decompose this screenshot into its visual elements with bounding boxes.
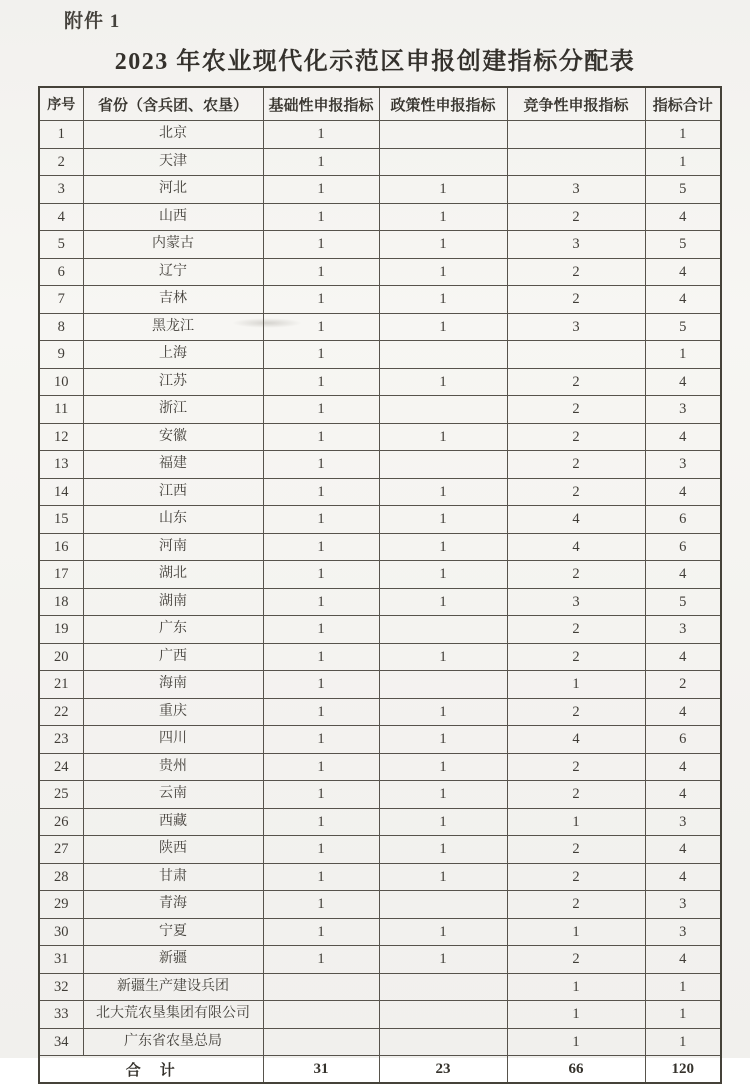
cell-serial: 13	[39, 451, 83, 479]
table-row	[39, 231, 721, 259]
table-row	[39, 203, 721, 231]
cell-competitive: 4	[507, 533, 645, 561]
cell-competitive: 2	[507, 561, 645, 589]
cell-competitive: 2	[507, 368, 645, 396]
table-row	[39, 396, 721, 424]
cell-policy: 1	[379, 286, 507, 314]
cell-serial: 6	[39, 258, 83, 286]
table-row	[39, 478, 721, 506]
cell-province: 福建	[83, 451, 263, 479]
table-row	[39, 616, 721, 644]
cell-total: 3	[645, 808, 721, 836]
cell-competitive: 2	[507, 203, 645, 231]
cell-policy: 1	[379, 698, 507, 726]
table-row	[39, 286, 721, 314]
table-row	[39, 781, 721, 809]
page-title: 2023 年农业现代化示范区申报创建指标分配表	[114, 49, 636, 75]
cell-serial: 33	[39, 1001, 83, 1029]
cell-serial: 23	[39, 726, 83, 754]
cell-basic: 1	[263, 808, 379, 836]
cell-competitive: 1	[507, 671, 645, 699]
cell-total: 3	[645, 918, 721, 946]
cell-province: 广东	[83, 616, 263, 644]
cell-serial: 26	[39, 808, 83, 836]
cell-province: 湖北	[83, 561, 263, 589]
cell-serial: 15	[39, 506, 83, 534]
column-header-competitive: 竞争性申报指标	[507, 87, 645, 121]
cell-basic: 1	[263, 643, 379, 671]
cell-total: 4	[645, 753, 721, 781]
cell-policy	[379, 891, 507, 919]
cell-total: 1	[645, 148, 721, 176]
column-header-serial: 序号	[39, 87, 83, 121]
cell-province: 青海	[83, 891, 263, 919]
table-row	[39, 533, 721, 561]
cell-serial: 4	[39, 203, 83, 231]
cell-basic	[263, 973, 379, 1001]
cell-policy	[379, 341, 507, 369]
cell-basic: 1	[263, 423, 379, 451]
table-row	[39, 176, 721, 204]
cell-basic: 1	[263, 203, 379, 231]
table-row	[39, 1028, 721, 1056]
cell-basic: 1	[263, 561, 379, 589]
cell-total: 5	[645, 231, 721, 259]
cell-policy: 1	[379, 423, 507, 451]
cell-policy: 1	[379, 946, 507, 974]
cell-policy: 1	[379, 863, 507, 891]
cell-basic: 1	[263, 671, 379, 699]
cell-basic: 1	[263, 836, 379, 864]
cell-policy: 1	[379, 561, 507, 589]
cell-policy: 1	[379, 203, 507, 231]
cell-province: 广西	[83, 643, 263, 671]
column-header-basic: 基础性申报指标	[263, 87, 379, 121]
cell-competitive: 3	[507, 231, 645, 259]
cell-basic: 1	[263, 368, 379, 396]
cell-total: 4	[645, 203, 721, 231]
table-row	[39, 451, 721, 479]
table-row	[39, 588, 721, 616]
cell-serial: 17	[39, 561, 83, 589]
table-row	[39, 698, 721, 726]
cell-serial: 18	[39, 588, 83, 616]
allocation-table	[38, 86, 722, 1084]
cell-policy	[379, 121, 507, 149]
cell-policy: 1	[379, 836, 507, 864]
cell-province: 上海	[83, 341, 263, 369]
cell-competitive	[507, 148, 645, 176]
cell-policy	[379, 396, 507, 424]
cell-total: 4	[645, 698, 721, 726]
cell-total: 4	[645, 286, 721, 314]
cell-serial: 10	[39, 368, 83, 396]
cell-basic: 1	[263, 533, 379, 561]
cell-competitive: 2	[507, 891, 645, 919]
cell-total: 4	[645, 781, 721, 809]
table-row	[39, 561, 721, 589]
cell-serial: 20	[39, 643, 83, 671]
cell-total: 3	[645, 451, 721, 479]
cell-province: 云南	[83, 781, 263, 809]
cell-total: 6	[645, 506, 721, 534]
cell-province: 河北	[83, 176, 263, 204]
cell-serial: 3	[39, 176, 83, 204]
cell-competitive: 3	[507, 176, 645, 204]
cell-basic: 1	[263, 863, 379, 891]
table-row	[39, 148, 721, 176]
cell-total: 6	[645, 726, 721, 754]
cell-competitive: 2	[507, 286, 645, 314]
cell-competitive: 1	[507, 1001, 645, 1029]
cell-basic: 1	[263, 616, 379, 644]
cell-basic: 1	[263, 258, 379, 286]
cell-competitive: 2	[507, 836, 645, 864]
table-row	[39, 258, 721, 286]
total-policy: 23	[379, 1056, 507, 1084]
cell-province: 北京	[83, 121, 263, 149]
cell-competitive: 4	[507, 506, 645, 534]
cell-province: 吉林	[83, 286, 263, 314]
cell-total: 4	[645, 561, 721, 589]
cell-competitive: 2	[507, 946, 645, 974]
cell-province: 江苏	[83, 368, 263, 396]
cell-province: 山东	[83, 506, 263, 534]
cell-total: 3	[645, 616, 721, 644]
cell-serial: 25	[39, 781, 83, 809]
cell-competitive: 2	[507, 753, 645, 781]
cell-basic: 1	[263, 506, 379, 534]
cell-basic: 1	[263, 946, 379, 974]
total-overall: 120	[645, 1056, 721, 1084]
cell-policy	[379, 451, 507, 479]
cell-province: 河南	[83, 533, 263, 561]
cell-basic: 1	[263, 313, 379, 341]
cell-competitive: 2	[507, 258, 645, 286]
cell-policy: 1	[379, 533, 507, 561]
cell-total: 1	[645, 121, 721, 149]
cell-serial: 29	[39, 891, 83, 919]
total-basic: 31	[263, 1056, 379, 1084]
cell-province: 北大荒农垦集团有限公司	[83, 1001, 263, 1029]
cell-basic: 1	[263, 698, 379, 726]
cell-competitive: 2	[507, 423, 645, 451]
cell-policy: 1	[379, 588, 507, 616]
cell-serial: 7	[39, 286, 83, 314]
cell-serial: 19	[39, 616, 83, 644]
cell-policy: 1	[379, 753, 507, 781]
cell-total: 2	[645, 671, 721, 699]
table-row	[39, 973, 721, 1001]
table-row	[39, 891, 721, 919]
cell-competitive: 4	[507, 726, 645, 754]
cell-total: 1	[645, 973, 721, 1001]
cell-basic: 1	[263, 451, 379, 479]
cell-total: 4	[645, 258, 721, 286]
cell-competitive: 2	[507, 863, 645, 891]
cell-total: 1	[645, 1028, 721, 1056]
cell-competitive: 3	[507, 588, 645, 616]
cell-province: 四川	[83, 726, 263, 754]
cell-serial: 12	[39, 423, 83, 451]
table-row	[39, 643, 721, 671]
cell-province: 陕西	[83, 836, 263, 864]
cell-province: 贵州	[83, 753, 263, 781]
cell-serial: 22	[39, 698, 83, 726]
cell-policy: 1	[379, 313, 507, 341]
total-competitive: 66	[507, 1056, 645, 1084]
cell-basic	[263, 1001, 379, 1029]
cell-competitive: 2	[507, 478, 645, 506]
cell-total: 1	[645, 1001, 721, 1029]
cell-province: 甘肃	[83, 863, 263, 891]
cell-total: 1	[645, 341, 721, 369]
cell-basic: 1	[263, 341, 379, 369]
cell-total: 4	[645, 643, 721, 671]
table-row	[39, 121, 721, 149]
cell-basic: 1	[263, 918, 379, 946]
table-row	[39, 808, 721, 836]
cell-serial: 31	[39, 946, 83, 974]
cell-basic: 1	[263, 781, 379, 809]
table-row	[39, 863, 721, 891]
cell-province: 重庆	[83, 698, 263, 726]
cell-basic: 1	[263, 396, 379, 424]
cell-province: 山西	[83, 203, 263, 231]
column-header-province: 省份（含兵团、农垦）	[83, 87, 263, 121]
table-row	[39, 918, 721, 946]
cell-province: 天津	[83, 148, 263, 176]
cell-province: 辽宁	[83, 258, 263, 286]
cell-competitive: 1	[507, 808, 645, 836]
cell-basic: 1	[263, 753, 379, 781]
column-header-total: 指标合计	[645, 87, 721, 121]
cell-basic: 1	[263, 231, 379, 259]
cell-serial: 30	[39, 918, 83, 946]
cell-province: 湖南	[83, 588, 263, 616]
cell-total: 4	[645, 836, 721, 864]
cell-serial: 2	[39, 148, 83, 176]
cell-competitive	[507, 121, 645, 149]
cell-serial: 32	[39, 973, 83, 1001]
cell-policy: 1	[379, 643, 507, 671]
cell-total: 4	[645, 478, 721, 506]
cell-policy	[379, 616, 507, 644]
cell-policy: 1	[379, 808, 507, 836]
cell-total: 4	[645, 946, 721, 974]
cell-competitive	[507, 341, 645, 369]
cell-competitive: 1	[507, 973, 645, 1001]
cell-serial: 21	[39, 671, 83, 699]
cell-total: 4	[645, 863, 721, 891]
cell-province: 西藏	[83, 808, 263, 836]
cell-total: 4	[645, 423, 721, 451]
cell-competitive: 3	[507, 313, 645, 341]
cell-province: 新疆生产建设兵团	[83, 973, 263, 1001]
cell-basic: 1	[263, 891, 379, 919]
cell-basic: 1	[263, 121, 379, 149]
cell-basic: 1	[263, 478, 379, 506]
cell-province: 新疆	[83, 946, 263, 974]
cell-policy	[379, 148, 507, 176]
cell-total: 6	[645, 533, 721, 561]
total-row	[39, 1056, 721, 1084]
cell-serial: 14	[39, 478, 83, 506]
cell-policy: 1	[379, 781, 507, 809]
cell-total: 5	[645, 313, 721, 341]
table-row	[39, 506, 721, 534]
cell-serial: 27	[39, 836, 83, 864]
cell-serial: 9	[39, 341, 83, 369]
cell-basic: 1	[263, 176, 379, 204]
cell-competitive: 2	[507, 616, 645, 644]
cell-total: 5	[645, 588, 721, 616]
cell-policy	[379, 1001, 507, 1029]
cell-policy: 1	[379, 258, 507, 286]
cell-policy: 1	[379, 506, 507, 534]
cell-serial: 11	[39, 396, 83, 424]
cell-basic	[263, 1028, 379, 1056]
cell-policy	[379, 973, 507, 1001]
table-row	[39, 341, 721, 369]
cell-competitive: 2	[507, 781, 645, 809]
cell-policy: 1	[379, 231, 507, 259]
cell-policy: 1	[379, 918, 507, 946]
cell-serial: 28	[39, 863, 83, 891]
cell-policy: 1	[379, 478, 507, 506]
attachment-label: 附件 1	[64, 11, 121, 32]
cell-total: 3	[645, 891, 721, 919]
cell-serial: 8	[39, 313, 83, 341]
cell-basic: 1	[263, 148, 379, 176]
table-row	[39, 946, 721, 974]
cell-province: 安徽	[83, 423, 263, 451]
cell-policy: 1	[379, 368, 507, 396]
cell-competitive: 2	[507, 643, 645, 671]
cell-basic: 1	[263, 588, 379, 616]
cell-serial: 34	[39, 1028, 83, 1056]
table-row	[39, 671, 721, 699]
total-row-label: 合 计	[39, 1056, 263, 1084]
cell-province: 浙江	[83, 396, 263, 424]
cell-province: 黑龙江	[83, 313, 263, 341]
column-header-policy: 政策性申报指标	[379, 87, 507, 121]
table-row	[39, 368, 721, 396]
cell-competitive: 2	[507, 396, 645, 424]
cell-competitive: 2	[507, 698, 645, 726]
table-row	[39, 753, 721, 781]
table-row	[39, 726, 721, 754]
cell-province: 海南	[83, 671, 263, 699]
cell-province: 宁夏	[83, 918, 263, 946]
table-row	[39, 423, 721, 451]
cell-basic: 1	[263, 286, 379, 314]
cell-basic: 1	[263, 726, 379, 754]
cell-total: 3	[645, 396, 721, 424]
cell-province: 江西	[83, 478, 263, 506]
cell-total: 5	[645, 176, 721, 204]
cell-province: 内蒙古	[83, 231, 263, 259]
cell-competitive: 2	[507, 451, 645, 479]
cell-policy: 1	[379, 176, 507, 204]
cell-policy	[379, 671, 507, 699]
cell-competitive: 1	[507, 918, 645, 946]
header-row	[39, 87, 721, 121]
cell-policy	[379, 1028, 507, 1056]
cell-serial: 5	[39, 231, 83, 259]
cell-province: 广东省农垦总局	[83, 1028, 263, 1056]
table-row	[39, 1001, 721, 1029]
cell-policy: 1	[379, 726, 507, 754]
cell-serial: 1	[39, 121, 83, 149]
cell-serial: 16	[39, 533, 83, 561]
table-row	[39, 313, 721, 341]
cell-competitive: 1	[507, 1028, 645, 1056]
cell-serial: 24	[39, 753, 83, 781]
cell-total: 4	[645, 368, 721, 396]
table-row	[39, 836, 721, 864]
